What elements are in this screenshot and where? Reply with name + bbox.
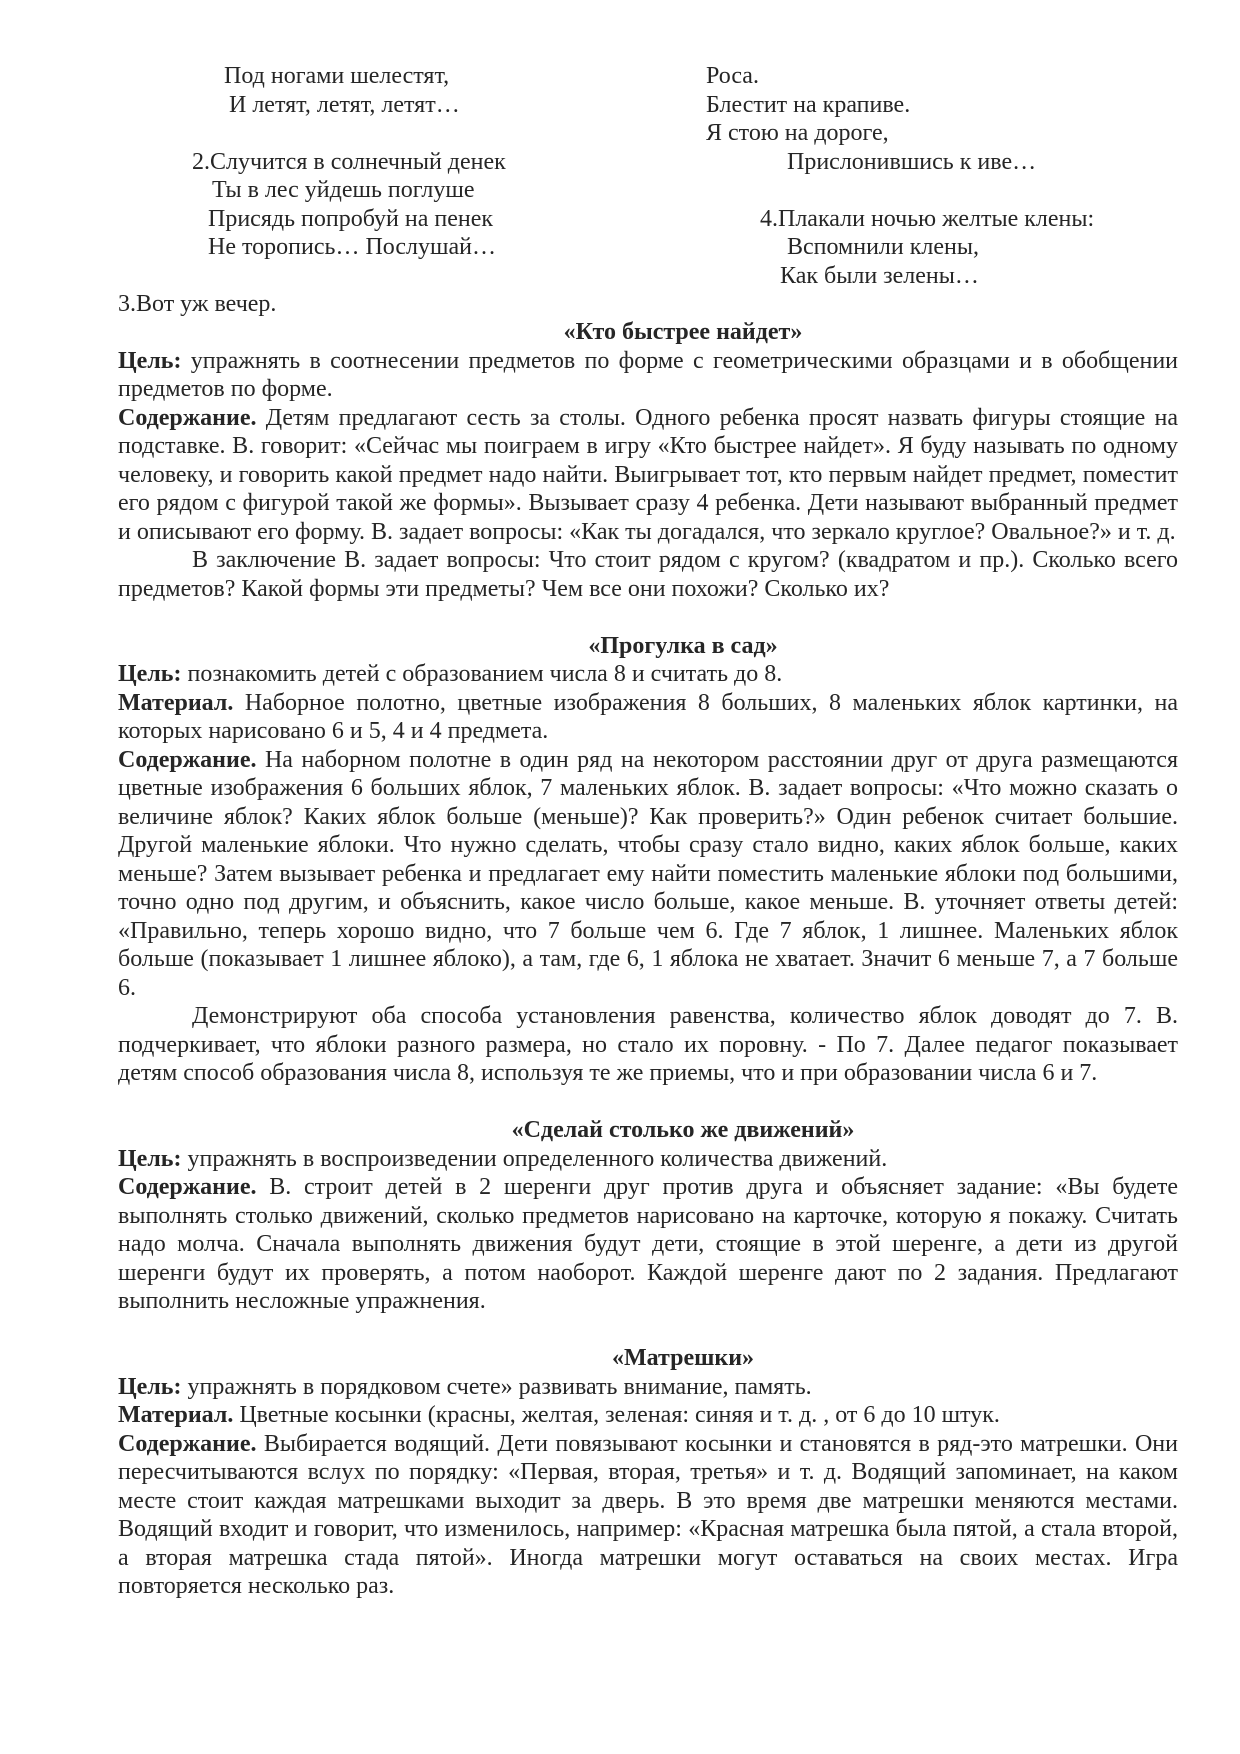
- poem-line: 3.Вот уж вечер.: [118, 291, 277, 317]
- goal-label: Цель:: [118, 661, 182, 687]
- poem-line: Под ногами шелестят,: [224, 63, 450, 89]
- section-title: «Сделай столько же движений»: [511, 1117, 855, 1143]
- goal-label: Цель:: [118, 1373, 182, 1400]
- goal-text: упражнять в воспроизведении определенного количества движений.: [181, 1145, 888, 1172]
- material-text: Цветные косынки (красны, желтая, зеленая: синяя и т. д. , от 6 до 10 штук.: [233, 1402, 1000, 1428]
- content-label: Содержание.: [118, 746, 257, 773]
- material-paragraph: [118, 1401, 1178, 1430]
- section-title: «Прогулка в сад»: [588, 632, 778, 659]
- poem-line: Ты в лес уйдешь поглуше: [212, 177, 475, 203]
- content-paragraph: [118, 1430, 1178, 1601]
- poem-line: Блестит на крапиве.: [706, 91, 911, 118]
- goal-paragraph: [118, 1373, 1178, 1402]
- material-label: Материал.: [118, 689, 234, 716]
- document-body: [118, 318, 1178, 1601]
- goal-label: Цель:: [118, 1145, 182, 1172]
- goal-label: Цель:: [118, 347, 182, 374]
- material-label: Материал.: [118, 1402, 234, 1428]
- poem-line: Вспомнили клены,: [787, 234, 979, 260]
- material-paragraph: [118, 689, 1178, 746]
- poem-line: Роса.: [706, 63, 759, 89]
- conclusion-paragraph: Демонстрируют оба способа установления равенства, количество яблок доводят до 7. В. подчеркивает, что яблоки разного размера, но стало их поровну. - По 7. Далее педагог показывает детям способ образования числа 8, используя те же приемы, что и при образовании числа 6 и 7.: [118, 1003, 1178, 1086]
- material-text: Наборное полотно, цветные изображения 8 больших, 8 маленьких яблок картинки, на которых нарисовано 6 и 5, 4 и 4 предмета.: [118, 689, 1178, 744]
- poem-line: 2.Случится в солнечный денек: [192, 148, 506, 175]
- conclusion-paragraph: В заключение В. задает вопросы: Что стоит рядом с кругом? (квадратом и пр.). Сколько всего предметов? Какой формы эти предметы? Чем все они похожи? Сколько их?: [118, 547, 1178, 602]
- goal-paragraph: [118, 1145, 1178, 1174]
- content-label: Содержание.: [118, 1174, 257, 1200]
- poem-line: Я стою на дороге,: [706, 120, 889, 146]
- content-text: Выбирается водящий. Дети повязывают косынки и становятся в ряд-это матрешки. Они пересчитываются вслух по порядку: «Первая, вторая, третья» и т. д. Водящий запоминает, на каком месте стоит каждая матрешками выходит за дверь. В это время две матрешки меняются местами. Водящий входит и говорит, что изменилось, например: «Красная матрешка была пятой, а стала второй, а вторая матрешка стада пятой». Иногда матрешки могут оставаться на своих местах. Игра повторяется несколько раз.: [118, 1430, 1178, 1599]
- goal-text: упражнять в соотнесении предметов по форме с геометрическими образцами и в обобщении предметов по форме.: [118, 347, 1178, 402]
- content-label: Содержание.: [118, 1430, 257, 1457]
- poem-line: 4.Плакали ночью желтые клены:: [760, 205, 1095, 232]
- poem-line: И летят, летят, летят…: [229, 91, 460, 118]
- goal-text: упражнять в порядковом счете» развивать внимание, память.: [181, 1373, 812, 1400]
- poem-line: Не торопись… Послушай…: [208, 234, 496, 260]
- section-title: «Кто быстрее найдет»: [563, 319, 803, 345]
- goal-paragraph: [118, 347, 1178, 404]
- content-text: В. строит детей в 2 шеренги друг против друга и объясняет задание: «Вы будете выполнять столько движений, сколько предметов нарисовано на карточке, которую я покажу. Считать надо молча. Сначала выполнять движения будут дети, стоящие в этой шеренге, а дети из другой шеренги будут их проверять, а потом наоборот. Каждой шеренге дают по 2 задания. Предлагают выполнить несложные упражнения.: [118, 1174, 1178, 1314]
- poem-line: Присядь попробуй на пенек: [208, 205, 493, 232]
- poem-line: Как были зелены…: [780, 262, 979, 289]
- content-label: Содержание.: [118, 404, 257, 431]
- content-paragraph: [118, 404, 1178, 547]
- section-title: «Матрешки»: [611, 1345, 755, 1371]
- poem-line: Прислонившись к иве…: [787, 148, 1037, 175]
- content-paragraph: [118, 746, 1178, 1003]
- content-text: Детям предлагают сесть за столы. Одного ребенка просят назвать фигуры стоящие на подставке. В. говорит: «Сейчас мы поиграем в игру «Кто быстрее найдет». Я буду называть по одному человеку, и говорить какой предмет надо найти. Выигрывает тот, кто первым найдет предмет, поместит его рядом с фигурой такой же формы». Вызывает сразу 4 ребенка. Дети называют выбранный предмет и описывают его форму. В. задает вопросы: «Как ты догадался, что зеркало круглое? Овальное?» и т. д.: [118, 404, 1178, 545]
- content-text: На наборном полотне в один ряд на некотором расстоянии друг от друга размещаются цветные изображения 6 больших яблок, 7 маленьких яблок. В. задает вопросы: «Что можно сказать о величине яблок? Каких яблок больше (меньше)? Как проверить?» Один ребенок считает большие. Другой маленькие яблоки. Что нужно сделать, чтобы сразу стало видно, каких яблок больше, каких меньше? Затем вызывает ребенка и предлагает ему найти поместить маленькие яблоки под большими, точно одно под другим, и объяснить, какое число больше, какое меньше. В. уточняет ответы детей: «Правильно, теперь хорошо видно, что 7 больше чем 6. Где 7 яблок, 1 лишнее. Маленьких яблок больше (показывает 1 лишнее яблоко), а там, где 6, 1 яблока не хватает. Значит 6 меньше 7, а 7 больше 6.: [118, 746, 1178, 1001]
- goal-paragraph: [118, 660, 1178, 689]
- content-paragraph: [118, 1173, 1178, 1316]
- goal-text: познакомить детей с образованием числа 8 и считать до 8.: [181, 661, 783, 687]
